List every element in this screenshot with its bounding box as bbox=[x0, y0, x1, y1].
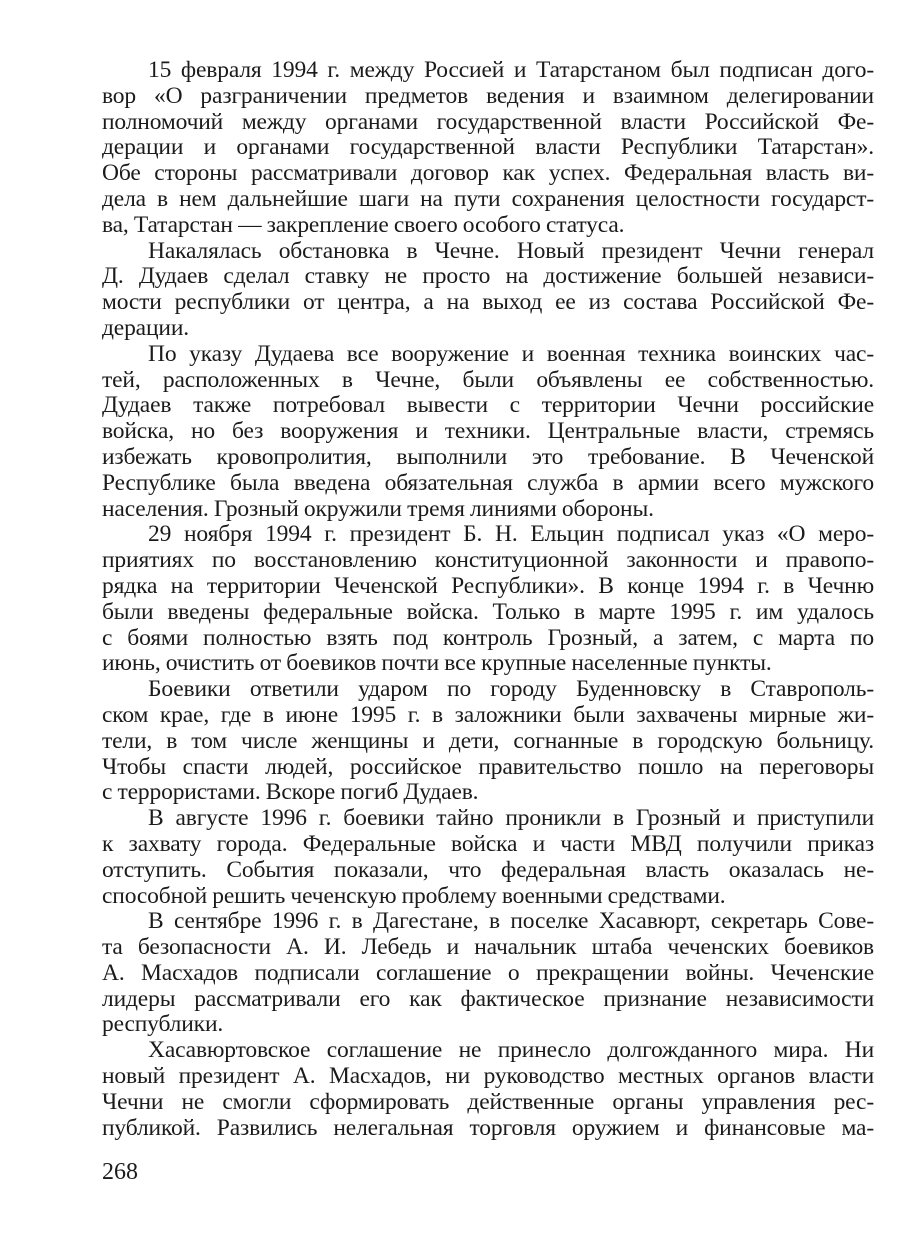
text-line: отступить. События показали, что федеральная власть оказалась не- bbox=[102, 856, 874, 883]
text-line: А. Масхадов подписали соглашение о прекращении войны. Чеченские bbox=[102, 959, 874, 986]
text-line: приятиях по восстановлению конституционной законности и правопо- bbox=[102, 547, 874, 574]
text-line: По указу Дудаева все вооружение и военная техника воинских час- bbox=[148, 340, 874, 367]
text-line: к захвату города. Федеральные войска и части МВД получили приказ bbox=[102, 830, 874, 857]
text-line: В сентябре 1996 г. в Дагестане, в поселке Хасавюрт, секретарь Сове- bbox=[148, 908, 874, 935]
text-line: новый президент А. Масхадов, ни руководство местных органов власти bbox=[102, 1063, 874, 1090]
paragraph bbox=[102, 522, 874, 677]
text-line: способной решить чеченскую проблему военными средствами. bbox=[102, 882, 726, 909]
text-line: ском крае, где в июне 1995 г. в заложники были захвачены мирные жи- bbox=[102, 701, 874, 728]
text-line: вор «О разграничении предметов ведения и взаимном делегировании bbox=[102, 82, 874, 109]
paragraph bbox=[102, 909, 874, 1038]
text-line: дерации. bbox=[102, 314, 189, 341]
text-line: Чтобы спасти людей, российское правительство пошло на переговоры bbox=[102, 753, 874, 780]
text-line: с боями полностью взять под контроль Грозный, а затем, с марта по bbox=[102, 624, 874, 651]
text-line: Республике была введена обязательная служба в армии всего мужского bbox=[102, 469, 874, 496]
text-line: Чечни не смогли сформировать действенные органы управления рес- bbox=[102, 1088, 874, 1115]
text-line: тели, в том числе женщины и дети, согнанные в городскую больницу. bbox=[102, 727, 874, 754]
text-line: Обе стороны рассматривали договор как успех. Федеральная власть ви- bbox=[102, 160, 874, 187]
paragraph bbox=[102, 1038, 874, 1141]
text-line: Накалялась обстановка в Чечне. Новый президент Чечни генерал bbox=[148, 237, 874, 264]
text-line: Дудаев также потребовал вывести с территории Чечни российские bbox=[102, 392, 874, 419]
paragraph bbox=[102, 58, 874, 239]
text-line: полномочий между органами государственной власти Российской Фе- bbox=[102, 108, 874, 135]
text-line: рядка на территории Чеченской Республики». В конце 1994 г. в Чечню bbox=[102, 572, 874, 599]
text-line: населения. Грозный окружили тремя линиями обороны. bbox=[102, 495, 654, 522]
text-line: Д. Дудаев сделал ставку не просто на достижение большей независи- bbox=[102, 263, 874, 290]
text-line: В августе 1996 г. боевики тайно проникли в Грозный и приступили bbox=[148, 805, 874, 832]
text-line: дела в нем дальнейшие шаги на пути сохранения целостности государст- bbox=[102, 185, 874, 212]
text-line: 29 ноября 1994 г. президент Б. Н. Ельцин подписал указ «О меро- bbox=[148, 521, 874, 548]
text-line: Боевики ответили ударом по городу Буденновску в Ставрополь- bbox=[148, 676, 874, 703]
text-line: дерации и органами государственной власти Республики Татарстан». bbox=[102, 134, 874, 161]
text-line: избежать кровопролития, выполнили это требование. В Чеченской bbox=[102, 443, 874, 470]
text-line: тей, расположенных в Чечне, были объявлены ее собственностью. bbox=[102, 366, 874, 393]
paragraph bbox=[102, 342, 874, 523]
text-line: июнь, очистить от боевиков почти все крупные населенные пункты. bbox=[102, 650, 772, 677]
text-line: 15 февраля 1994 г. между Россией и Татарстаном был подписан дого- bbox=[148, 57, 874, 83]
text-line: лидеры рассматривали его как фактическое признание независимости bbox=[102, 985, 874, 1012]
page-body bbox=[102, 58, 874, 1141]
page-number: 268 bbox=[102, 1159, 138, 1185]
paragraph bbox=[102, 677, 874, 806]
text-line: публикой. Развились нелегальная торговля оружием и финансовые ма- bbox=[102, 1114, 874, 1141]
text-line: республики. bbox=[102, 1011, 224, 1038]
paragraph bbox=[102, 806, 874, 909]
text-line: войска, но без вооружения и техники. Центральные власти, стремясь bbox=[102, 418, 874, 445]
text-line: с террористами. Вскоре погиб Дудаев. bbox=[102, 779, 479, 806]
text-line: Хасавюртовское соглашение не принесло долгожданного мира. Ни bbox=[148, 1037, 874, 1064]
text-line: ва, Татарстан — закрепление своего особого статуса. bbox=[102, 211, 625, 238]
paragraph bbox=[102, 239, 874, 342]
text-line: были введены федеральные войска. Только в марте 1995 г. им удалось bbox=[102, 598, 874, 625]
text-line: мости республики от центра, а на выход ее из состава Российской Фе- bbox=[102, 289, 874, 316]
text-line: та безопасности А. И. Лебедь и начальник штаба чеченских боевиков bbox=[102, 934, 874, 961]
